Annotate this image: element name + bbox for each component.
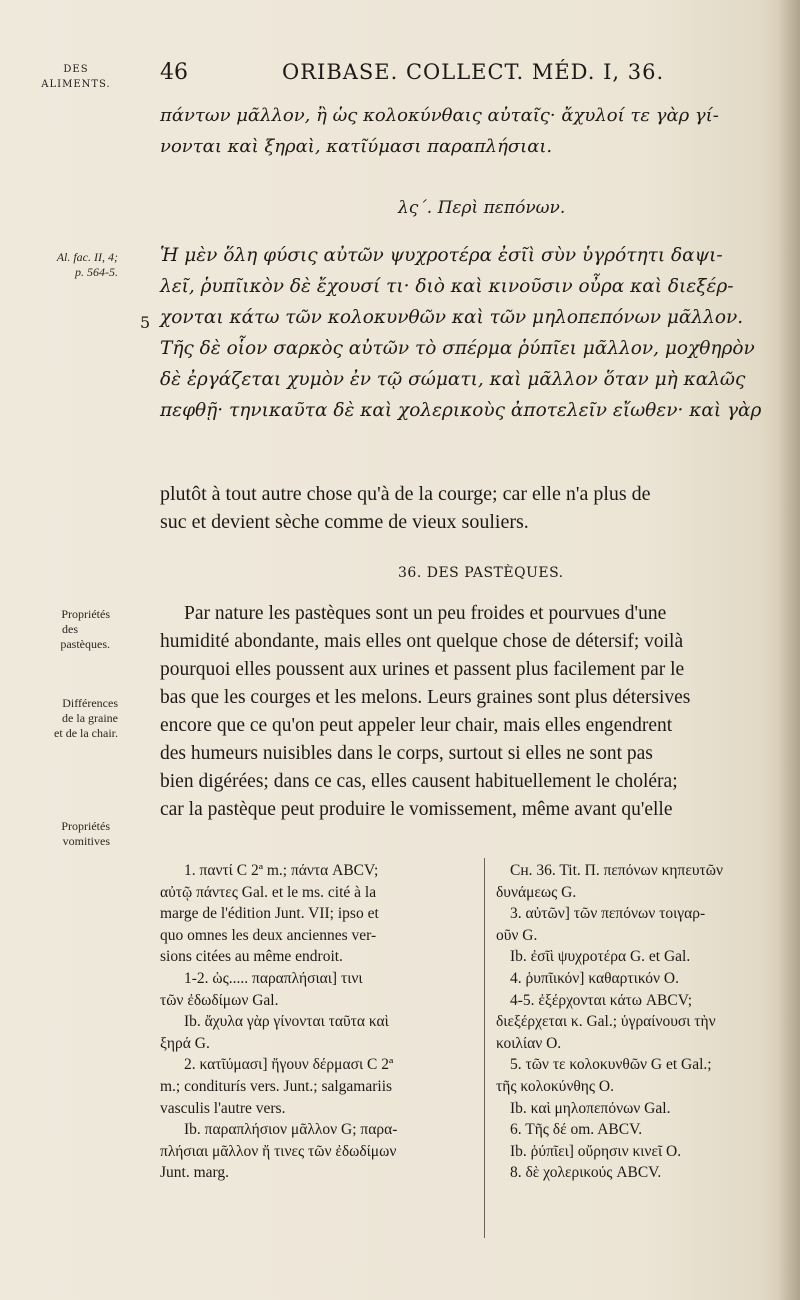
margin-note-line: Propriétés [61,819,110,833]
source-reference-line: p. 564-5. [75,265,118,279]
margin-note-line: Différences [62,696,118,710]
margin-note [10,607,110,652]
french-line: Par nature les pastèques sont un peu froides et pourvues d'une [184,603,667,624]
margin-note-line: vomitives [62,834,110,848]
footnote-line: 5. τῶν τε κολοκυνθῶν G et Gal.; [510,1056,712,1074]
greek-line: λεῖ, ῥυπῖικὸν δὲ ἔχουσί τι· διὸ καὶ κινοῦσιν οὖρα καὶ διεξέρ- [160,276,734,297]
greek-line: Τῆς δὲ οἷον σαρκὸς αὐτῶν τὸ σπέρμα ῥύπῖει μᾶλλον, μοχθηρὸν [160,338,755,359]
greek-chapter-heading: λς΄. Περὶ πεπόνων. [398,198,566,218]
footnote-line: marge de l'édition Junt. VII; ipso et [160,905,379,923]
footnote-line: Ib. ἄχυλα γὰρ γίνονται ταῦτα καὶ [184,1013,389,1031]
margin-note-line: de la graine [62,711,118,725]
footnote-line: οῦν G. [496,926,538,944]
footnote-line: πλήσιαι μᾶλλον ἤ τινες τῶν ἐδωδίμων [160,1142,397,1160]
page-number: 46 [160,60,188,85]
french-line: pourquoi elles poussent aux urines et passent plus facilement par le [160,659,685,680]
running-label-line: DES [63,64,89,75]
footnote-line: 4. ῥυπῖικόν] καθαρτικόν O. [510,969,679,987]
greek-line: δὲ ἐργάζεται χυμὸν ἐν τῷ σώματι, καὶ μᾶλλον ὅταν μὴ καλῶς [160,369,746,390]
french-body [160,600,690,824]
footnotes-left-column [160,860,397,1184]
greek-body [160,240,761,426]
greek-line: πάντων μᾶλλον, ἢ ὡς κολοκύνθαις αὐταῖς· ἄχυλοί τε γὰρ γί- [160,105,719,126]
footnote-line: m.; conditurís vers. Junt.; salgamariis [160,1077,393,1095]
margin-note-line: pastèques. [60,637,110,651]
footnote-line: 1. παντί C 2ª m.; πάντα ABCV; [184,862,379,879]
footnote-line: sions citées au même endroit. [160,948,343,966]
footnote-line: Ib. καὶ μηλοπεπόνων Gal. [510,1099,671,1117]
source-reference [14,250,118,280]
source-reference-line: Al. fac. II, 4; [56,250,118,264]
footnote-line: 8. δὲ χολερικούς ABCV. [510,1164,662,1182]
line-number: 5 [140,313,151,332]
footnote-line: αὐτῷ πάντες Gal. et le ms. cité à la [160,883,377,901]
footnote-line: 6. Τῆς δέ om. ABCV. [510,1121,643,1139]
footnote-column-divider [484,858,485,1238]
margin-note-line: et de la chair. [54,726,118,740]
footnote-line: Junt. marg. [160,1164,230,1182]
footnote-line: διεξέρχεται κ. Gal.; ὑγραίνουσι τὴν [496,1013,716,1031]
french-line: bas que les courges et les melons. Leurs graines sont plus détersives [160,687,691,708]
footnote-line: vasculis l'autre vers. [160,1099,286,1117]
french-intro [160,480,651,536]
footnote-line: Ib. ἐσῖὶ ψυχροτέρα G. et Gal. [510,948,691,966]
greek-line: Ἡ μὲν ὅλη φύσις αὐτῶν ψυχροτέρα ἐσῖὶ σὺν ὑγρότητι δαψι- [160,245,723,266]
french-line: plutôt à tout autre chose qu'à de la courge; car elle n'a plus de [160,483,651,505]
footnote-line: Ib. ῥύπῖει] οὔρησιν κινεῖ O. [510,1142,682,1160]
running-label-line: ALIMENTS. [41,79,111,90]
footnote-line: 3. αὐτῶν] τῶν πεπόνων τοιγαρ- [510,905,706,923]
footnote-line: Ib. παραπλήσιον μᾶλλον G; παρα- [184,1121,398,1139]
margin-note-line: des [62,622,78,636]
running-section-label [36,62,116,92]
footnote-line: Cʜ. 36. Tit. Π. πεπόνων κηπευτῶν [510,862,723,879]
greek-line: νονται καὶ ξηραὶ, κατῖύμασι παραπλήσιαι. [160,136,553,157]
greek-line: χονται κάτω τῶν κολοκυνθῶν καὶ τῶν μηλοπεπόνων μᾶλλον. [160,307,744,328]
french-line: car la pastèque peut produire le vomissement, même avant qu'elle [160,799,673,820]
greek-intro [160,100,719,162]
footnote-line: ξηρά G. [160,1034,210,1052]
french-chapter-heading: 36. DES PASTÈQUES. [398,565,564,581]
french-line: bien digérées; dans ce cas, elles causent habituellement le choléra; [160,771,678,792]
french-line: encore que ce qu'on peut appeler leur chair, mais elles engendrent [160,715,673,736]
footnote-line: δυνάμεως G. [496,883,577,901]
footnotes-right-column [496,860,723,1184]
footnote-line: quo omnes les deux anciennes ver- [160,926,377,944]
margin-note [10,696,118,741]
french-line: suc et devient sèche comme de vieux souliers. [160,511,529,533]
french-line: humidité abondante, mais elles ont quelque chose de détersif; voilà [160,631,684,652]
footnote-line: 1-2. ὡς..... παραπλήσιαι] τινι [184,969,363,987]
french-line: des humeurs nuisibles dans le corps, surtout si elles ne sont pas [160,743,653,764]
footnote-line: 2. κατῖύμασι] ἤγουν δέρμασι C 2ª [184,1056,394,1074]
margin-note [10,819,110,849]
running-title: ORIBASE. COLLECT. MÉD. I, 36. [282,60,665,84]
footnote-line: 4-5. ἐξέρχονται κάτω ABCV; [510,991,693,1009]
footnote-line: τῆς κολοκύνθης O. [496,1077,614,1095]
footnote-line: τῶν ἐδωδίμων Gal. [160,991,279,1009]
page-binding-shadow [778,0,800,1300]
footnote-line: κοιλίαν O. [496,1034,562,1052]
margin-note-line: Propriétés [61,607,110,621]
greek-line: πεφθῇ· τηνικαῦτα δὲ καὶ χολερικοὺς ἀποτελεῖν εἴωθεν· καὶ γὰρ [160,400,762,421]
